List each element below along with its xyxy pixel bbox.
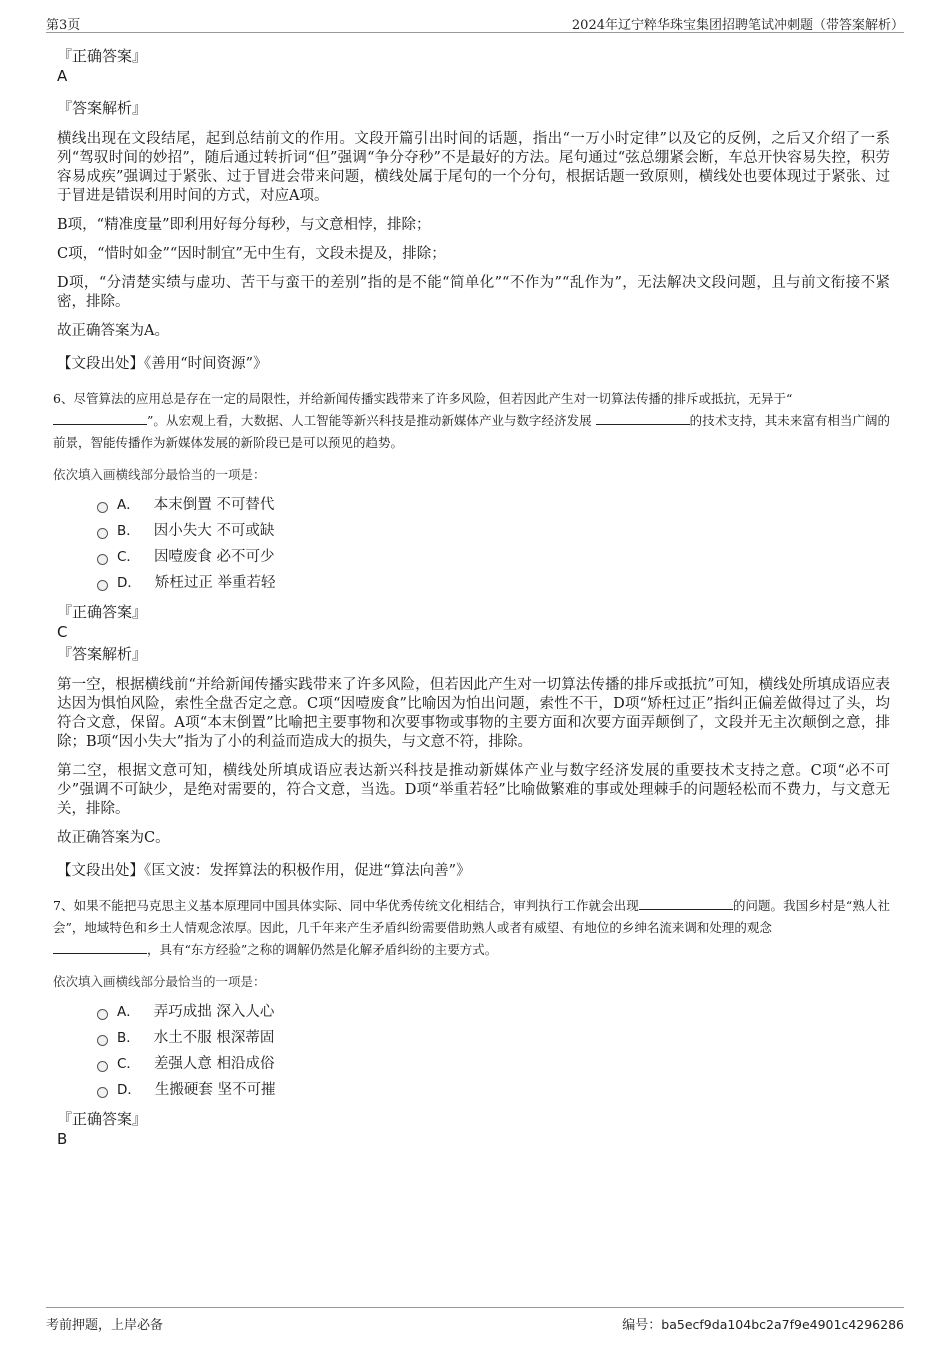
radio-icon[interactable] [97,1087,108,1098]
q7-stem [53,895,890,961]
q6-analysis-paragraph: 第一空，根据横线前“并给新闻传播实践带来了许多风险，但若因此产生对一切算法传播的排斥或抵抗”可知，横线处所填成语应表达因为惧怕风险，索性全盘否定之意。C项“因噎废食”比喻因为怕出问题，索性不干，D项“矫枉过正”指纠正偏差做得过了头，均符合文意，保留。A项“本末倒置”比喻把主要事物和次要事物或事物的主要方面和次要方面弄颠倒了，文段并无主次颠倒之意，排除；B项“因小失大”指为了小的利益而造成大的损失，与文意不符，排除。 [57,677,890,750]
q6-option-b[interactable] [97,518,890,544]
radio-icon[interactable] [97,580,108,591]
code-value: ba5ecf9da104bc2a7f9e4901c4296286 [661,1317,904,1332]
q6-analysis-paragraph: 第二空，根据文意可知，横线处所填成语应表达新兴科技是推动新媒体产业与数字经济发展的重要技术支持之意。C项“必不可少”强调不可缺少，是绝对需要的，符合文意，当选。D项“举重若轻”比喻做繁难的事或处理棘手的问题轻松而不费力，与文意无关，排除。 [57,763,890,817]
q6-analysis-label: 『答案解析』 [57,645,148,663]
option-key: A． [117,497,140,513]
q7-blank-1 [639,895,733,910]
q7-option-c[interactable] [97,1051,890,1077]
q7-answer-label: 『正确答案』 [57,1110,148,1128]
q5-analysis-paragraph: 故正确答案为A。 [57,323,169,339]
option-text: 水土不服 根深蒂固 [153,1030,275,1046]
q5-analysis-label: 『答案解析』 [57,99,148,117]
q7-stem-part: 的问题。我国乡村是“熟人社会”，地域特色和乡土人情观念浓厚。因此，几千年来产生矛盾纠纷需要借助熟人或者有威望、有地位的乡绅名流来调和处理的观念 [53,898,890,935]
q6-stem [53,388,890,454]
option-text: 因噎废食 必不可少 [153,549,275,565]
document-code [622,1314,904,1333]
q7-option-d[interactable] [97,1077,890,1103]
q6-stem-part: 6、尽管算法的应用总是存在一定的局限性，并给新闻传播实践带来了许多风险，但若因此产生对一切算法传播的排斥或抵抗，无异于“ [53,391,793,406]
q7-stem-part: ，具有“东方经验”之称的调解仍然是化解矛盾纠纷的主要方式。 [147,942,498,957]
option-key: C． [117,1056,140,1072]
radio-icon[interactable] [97,1009,108,1020]
q6-option-d[interactable] [97,570,890,596]
option-key: B． [117,1030,140,1046]
q7-stem-part: 7、如果不能把马克思主义基本原理同中国具体实际、同中华优秀传统文化相结合，审判执行工作就会出现 [53,898,639,913]
q6-blank-2 [596,410,690,425]
q7-option-a[interactable] [97,999,890,1025]
q6-option-c[interactable] [97,544,890,570]
q7-answer: B [57,1130,68,1148]
q5-analysis-paragraph: D项，“分清楚实绩与虚功、苦干与蛮干的差别”指的是不能“简单化”“不作为”“乱作为”，无法解决文段问题，且与前文衔接不紧密，排除。 [57,275,890,310]
q7-prompt: 依次填入画横线部分最恰当的一项是： [53,974,266,989]
option-text: 差强人意 相沿成俗 [153,1056,275,1072]
page-footer [46,1307,904,1336]
q6-answer-label: 『正确答案』 [57,603,148,621]
q5-source: 【文段出处】《善用“时间资源”》 [57,356,268,372]
q5-analysis-paragraph: B项，“精准度量”即利用好每分每秒，与文意相悖，排除； [57,217,431,233]
q7-blank-2 [53,939,147,954]
option-key: B． [117,523,140,539]
q5-answer-label: 『正确答案』 [57,47,148,65]
option-key: D． [117,1082,141,1098]
radio-icon[interactable] [97,502,108,513]
document-title: 2024年辽宁粹华珠宝集团招聘笔试冲刺题（带答案解析） [571,18,904,33]
q7-option-b[interactable] [97,1025,890,1051]
option-text: 因小失大 不可或缺 [153,523,275,539]
q6-option-a[interactable] [97,492,890,518]
option-text: 矫枉过正 举重若轻 [154,575,276,591]
option-text: 弄巧成拙 深入人心 [153,1004,275,1020]
page-number: 第3页 [46,18,81,33]
q7-options [97,999,890,1103]
main-content [53,40,890,1149]
q6-analysis-paragraph: 故正确答案为C。 [57,830,170,846]
option-key: D． [117,575,141,591]
radio-icon[interactable] [97,554,108,565]
q6-options [97,492,890,596]
q6-answer: C [57,623,68,641]
radio-icon[interactable] [97,1061,108,1072]
q5-analysis-paragraph: C项，“惜时如金”“因时制宜”无中生有，文段未提及，排除； [57,246,446,262]
q6-prompt: 依次填入画横线部分最恰当的一项是： [53,467,266,482]
q6-stem-part: ”。从宏观上看，大数据、人工智能等新兴科技是推动新媒体产业与数字经济发展 [147,413,592,428]
code-label: 编号： [622,1318,662,1333]
option-text: 本末倒置 不可替代 [153,497,275,513]
q6-source: 【文段出处】《匡文波：发挥算法的积极作用，促进“算法向善”》 [57,863,471,879]
option-text: 生搬硬套 坚不可摧 [154,1082,276,1098]
radio-icon[interactable] [97,1035,108,1046]
page-header [46,12,904,33]
radio-icon[interactable] [97,528,108,539]
footer-slogan: 考前押题，上岸必备 [46,1318,164,1333]
q6-blank-1 [53,410,147,425]
option-key: A． [117,1004,140,1020]
q6-stem-part: 的技术支持，其未来富有相当广阔的前景，智能传播作为新媒体发展的新阶段已是可以预见的趋势。 [53,413,890,450]
option-key: C． [117,549,140,565]
q5-answer: A [57,67,68,85]
q5-analysis-paragraph: 横线出现在文段结尾，起到总结前文的作用。文段开篇引出时间的话题，指出“一万小时定律”以及它的反例，之后又介绍了一系列“驾驭时间的妙招”，随后通过转折词“但”强调“争分夺秒”不是最好的方法。尾句通过“弦总绷紧会断，车总开快容易失控，积劳容易成疾”强调过于紧张、过于冒进会带来问题，横线处属于尾句的一个分句，根据话题一致原则，横线处也要体现过于紧张、过于冒进是错误利用时间的方式，对应A项。 [57,131,890,204]
